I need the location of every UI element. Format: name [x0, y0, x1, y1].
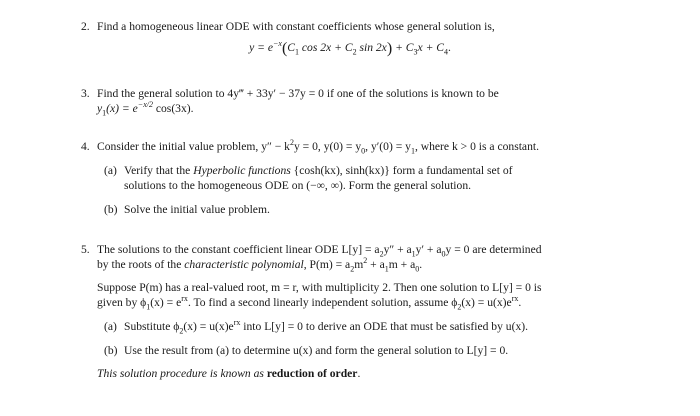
problem-4b-text: Solve the initial value problem.	[124, 203, 270, 216]
problem-4-line-1: Consider the initial value problem, $y'' - k^2y = 0$, $y(0) = y_0$, $y'(0) = y_1$, where k > 0 is a constant.	[97, 138, 539, 156]
problem-5b-text: Use the result from (a) to determine u(x) and form the general solution to L[y] = 0.	[124, 344, 509, 357]
problem-5b-label: (b)	[104, 344, 118, 357]
problem-5-line-4: given by $\phi_1(x) = e^{rx}$. To find a second linearly independent solution, assume $\phi_2(x) = u(x)e^{rx}$.	[97, 294, 522, 312]
problem-5-line-2: by the roots of the characteristic polynomial, $P(m) = a_2m^2 + a_1m + a_0$.	[97, 256, 423, 274]
problem-3-line-1: Find the general solution to 4y‴ + 33y′ − 37y = 0 if one of the solutions is known to be	[97, 87, 499, 100]
problem-4b-label: (b)	[104, 203, 118, 216]
problem-4a-label: (a)	[104, 164, 117, 177]
problem-3-number: 3.	[81, 87, 90, 100]
problem-4a-line-1: Verify that the Hyperbolic functions {cosh(kx), sinh(kx)} form a fundamental set of	[124, 164, 513, 177]
problem-5-line-1: The solutions to the constant coefficient linear ODE $L[y] = a_2y'' + a_1y' + a_0y = 0$ are determined	[97, 243, 542, 259]
problem-4a-line-2: solutions to the homogeneous ODE on (−∞, ∞). Form the general solution.	[124, 179, 472, 192]
problem-3-line-2: $y_1(x) = e^{-x/2}$ cos(3x).	[97, 100, 194, 118]
problem-5-closing: This solution procedure is known as reduction of order.	[97, 367, 361, 380]
problem-5-number: 5.	[81, 243, 90, 256]
problem-2-equation: $y = e^{-x}(C_1$ $\cos 2x + C_2$ $\sin 2x) + C_3x + C_4$.	[249, 39, 451, 57]
problem-5a-label: (a)	[104, 320, 117, 333]
problem-5a-text: Substitute $\phi_2(x) = u(x)e^{rx}$ into L[y] = 0 to derive an ODE that must be satisfied by u(x).	[124, 318, 529, 336]
problem-5-line-3: Suppose P(m) has a real-valued root, m = r, with multiplicity 2. Then one solution to L[y] = 0 is	[97, 281, 542, 294]
problem-2-prompt: Find a homogeneous linear ODE with constant coefficients whose general solution is,	[97, 20, 495, 33]
problem-2-number: 2.	[81, 20, 90, 33]
problem-4-number: 4.	[81, 140, 90, 153]
